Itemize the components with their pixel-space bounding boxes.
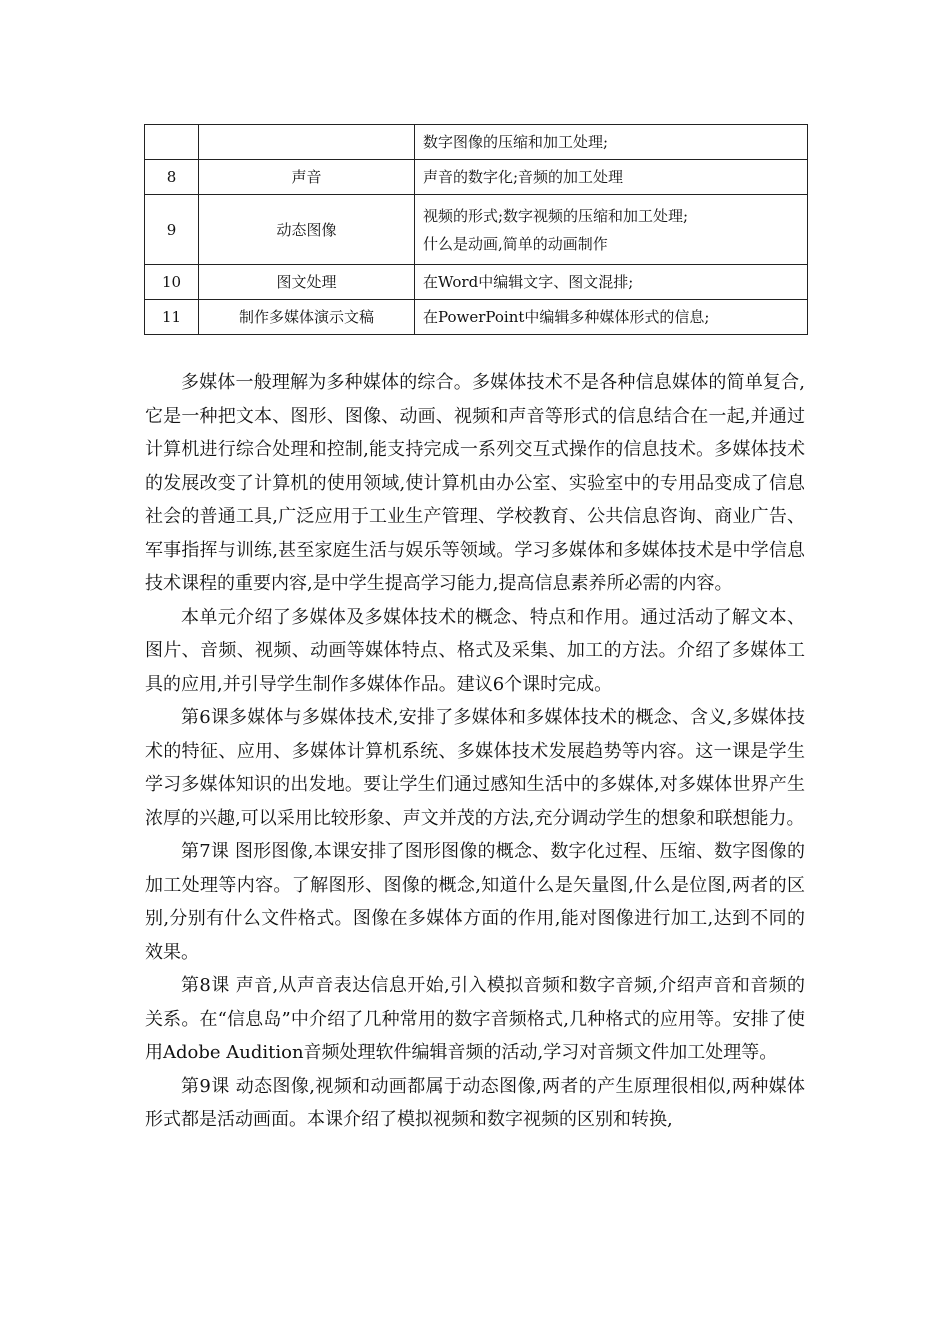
lesson-number-cell xyxy=(145,125,199,160)
paragraph-lesson-9: 第9课 动态图像,视频和动画都属于动态图像,两者的产生原理很相似,两种媒体形式都是活动画面。本课介绍了模拟视频和数字视频的区别和转换, xyxy=(145,1075,805,1130)
table-row xyxy=(145,300,808,335)
lesson-number-cell: 11 xyxy=(145,300,199,335)
content-line: 视频的形式;数字视频的压缩和加工处理; xyxy=(423,206,689,225)
body-text xyxy=(145,366,805,1137)
table-row xyxy=(145,195,808,265)
paragraph-intro: 多媒体一般理解为多种媒体的综合。多媒体技术不是各种信息媒体的简单复合,它是一种把文本、图形、图像、动画、视频和声音等形式的信息结合在一起,并通过计算机进行综合处理和控制,能支持完成一系列交互式操作的信息技术。多媒体技术的发展改变了计算机的使用领域,使计算机由办公室、实验室中的专用品变成了信息社会的普通工具,广泛应用于工业生产管理、学校教育、公共信息咨询、商业广告、军事指挥与训练,甚至家庭生活与娱乐等领域。学习多媒体和多媒体技术是中学信息技术课程的重要内容,是中学生提高学习能力,提高信息素养所必需的内容。 xyxy=(145,372,805,594)
lesson-content-cell xyxy=(415,125,808,160)
lesson-topic-cell xyxy=(199,125,415,160)
lesson-number-cell: 9 xyxy=(145,195,199,265)
content-line: 什么是动画,简单的动画制作 xyxy=(423,234,608,253)
lesson-content-cell xyxy=(415,160,808,195)
table-row xyxy=(145,265,808,300)
content-line: 声音的数字化;音频的加工处理 xyxy=(423,168,624,186)
lesson-content-cell xyxy=(415,300,808,335)
lesson-topic-cell: 制作多媒体演示文稿 xyxy=(199,300,415,335)
lesson-topic-cell: 动态图像 xyxy=(199,195,415,265)
lesson-content-cell xyxy=(415,265,808,300)
lesson-number-cell: 8 xyxy=(145,160,199,195)
lesson-topic-cell: 声音 xyxy=(199,160,415,195)
lesson-topic-cell: 图文处理 xyxy=(199,265,415,300)
paragraph-lesson-8: 第8课 声音,从声音表达信息开始,引入模拟音频和数字音频,介绍声音和音频的关系。在“信息岛”中介绍了几种常用的数字音频格式,几种格式的应用等。安排了使用Adobe Audition音频处理软件编辑音频的活动,学习对音频文件加工处理等。 xyxy=(145,975,805,1063)
content-line: 在Word中编辑文字、图文混排; xyxy=(423,273,634,291)
paragraph-lesson-6: 第6课多媒体与多媒体技术,安排了多媒体和多媒体技术的概念、含义,多媒体技术的特征、应用、多媒体计算机系统、多媒体技术发展趋势等内容。这一课是学生学习多媒体知识的出发地。要让学生们通过感知生活中的多媒体,对多媒体世界产生浓厚的兴趣,可以采用比较形象、声文并茂的方法,充分调动学生的想象和联想能力。 xyxy=(145,707,805,829)
lesson-content-cell xyxy=(415,195,808,265)
paragraph-unit-overview: 本单元介绍了多媒体及多媒体技术的概念、特点和作用。通过活动了解文本、图片、音频、视频、动画等媒体特点、格式及采集、加工的方法。介绍了多媒体工具的应用,并引导学生制作多媒体作品。建议6个课时完成。 xyxy=(145,606,805,695)
lesson-number-cell: 10 xyxy=(145,265,199,300)
table-row xyxy=(145,125,808,160)
table-row xyxy=(145,160,808,195)
content-line: 在PowerPoint中编辑多种媒体形式的信息; xyxy=(423,308,710,326)
curriculum-table xyxy=(144,124,808,335)
paragraph-lesson-7: 第7课 图形图像,本课安排了图形图像的概念、数字化过程、压缩、数字图像的加工处理等内容。了解图形、图像的概念,知道什么是矢量图,什么是位图,两者的区别,分别有什么文件格式。图像在多媒体方面的作用,能对图像进行加工,达到不同的效果。 xyxy=(145,841,805,963)
content-line: 数字图像的压缩和加工处理; xyxy=(423,133,609,151)
